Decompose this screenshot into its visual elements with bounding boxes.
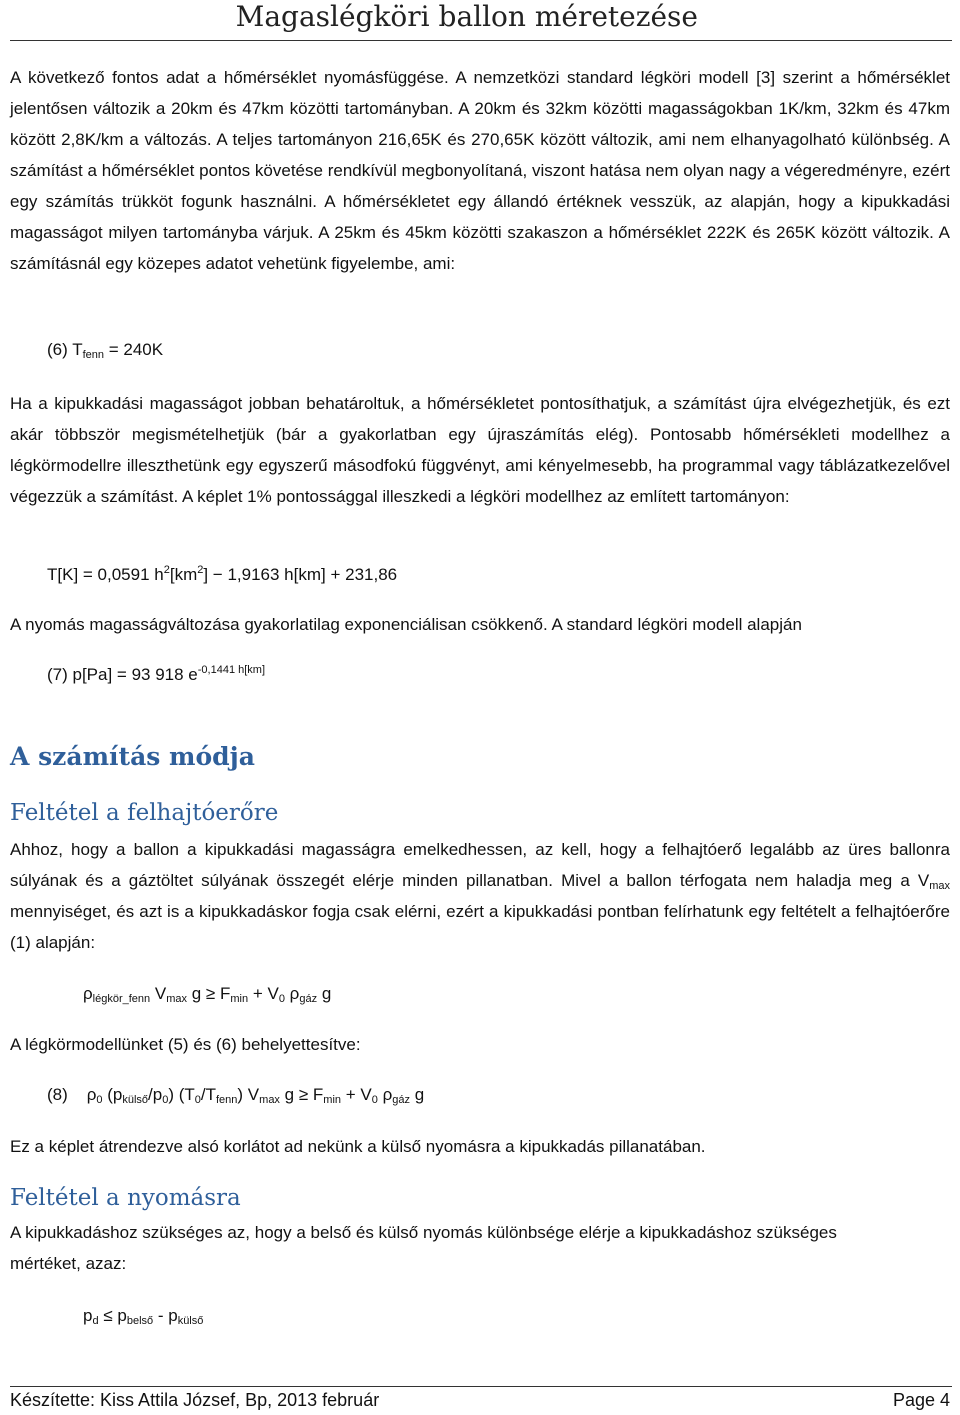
paragraph-substitution: A légkörmodellünket (5) és (6) behelyettesítve: [10, 1035, 361, 1054]
section-heading-method: A számítás módja [10, 742, 255, 771]
paragraph-refinement: Ha a kipukkadási magasságot jobban behatároltuk, a hőmérsékletet pontosíthatjuk, a számítást újra elvégezhetjük, és ezt akár többször megismételhetjük (bár a gyakorlatban egy újraszámítás elég). Pontosabb hőmérsékleti modellhez a légkörmodellre illeszthetünk egy egyszerű másodfokú függvényt, ami kényelmesebb, ha programmal vagy táblázatkezelővel végezzük a számítást. A képlet 1% pontossággal illeszkedi a légköri modellhez az említett tartományon: [10, 394, 950, 506]
equation-8: (8) $\rho_0$ $(p_{külső}/p_0)$ $(T_0/T_{fenn})$ $V_{max}$ $g \ge F_{min} + V_0$ $\rho_{gáz}$ g [47, 1085, 425, 1106]
paragraph-temperature: A következő fontos adat a hőmérséklet nyomásfüggése. A nemzetközi standard légköri modell [3] szerint a hőmérséklet jelentősen változik a 20km és 47km közötti tartományban. A 20km és 32km közötti magasságokban 1K/km, 32km és 47km között 2,8K/km a változás. A teljes tartományon 216,65K és 270,65K között változik, ami nem elhanyagolható különbség. A számítást a hőmérséklet pontos követése rendkívül megbonyolítaná, viszont hatása nem olyan nagy a végeredményre, ezért egy számítás trükköt fogunk használni. A hőmérsékletet egy állandó értéknek vesszük, az alapján, hogy a kipukkadási magasságot milyen tartományba várjuk. A 25km és 45km közötti szakaszon a hőmérséklet 222K és 265K között változik. A számításnál egy közepes adatot vehetünk figyelembe, ami: [10, 68, 950, 273]
equation-6: (6) $T_{fenn} = 240K$ [47, 340, 164, 361]
equation-buoyancy-condition: $\rho_{légkör\_fenn}$ $V_{max}$ $g \ge F_{min} + V_0$ $\rho_{gáz}$ g [83, 984, 332, 1005]
paragraph-pressure-condition: A kipukkadáshoz szükséges az, hogy a belső és külső nyomás különbsége elérje a kipukkadáshoz szükséges mértéket, azaz: [10, 1223, 837, 1273]
page-header-title: Magaslégköri ballon méretezése [235, 0, 698, 33]
subheading-pressure: Feltétel a nyomásra [10, 1185, 241, 1211]
equation-pressure-difference: $p_d \le p_{belső} - p_{külső}$ [83, 1306, 204, 1327]
paragraph-buoyancy: Ahhoz, hogy a ballon a kipukkadási magasságra emelkedhessen, az kell, hogy a felhajtóerő legalább az üres ballonra súlyának és a gáztöltet súlyának összegét elérje minden pillanatban. Mivel a ballon térfogata nem haladja meg a $V_{max}$ mennyiséget, és azt is a kipukkadáskor fogja csak elérni, ezért a kipukkadási pontban felírhatunk egy feltételt a felhajtóerőre (1) alapján: [10, 840, 950, 952]
equation-7: (7) p[Pa] = 93 918 $e^{-0,1441 h[km]}$ [47, 664, 266, 684]
paragraph-lower-bound: Ez a képlet átrendezve alsó korlátot ad nekünk a külső nyomásra a kipukkadás pillanatában. [10, 1137, 706, 1156]
footer-author: Készítette: Kiss Attila József, Bp, 2013 február [10, 1390, 380, 1410]
subheading-buoyancy: Feltétel a felhajtóerőre [10, 800, 279, 826]
paragraph-pressure: A nyomás magasságváltozása gyakorlatilag exponenciálisan csökkenő. A standard légköri modell alapján [10, 615, 802, 634]
equation-temperature-fit: T[K] = 0,0591 $h^2[km^2] - 1,9163$ h[km] + 231,86 [47, 564, 398, 584]
header-rule [10, 40, 952, 41]
footer-page-number: Page 4 [892, 1390, 950, 1410]
footer-rule [10, 1386, 952, 1387]
